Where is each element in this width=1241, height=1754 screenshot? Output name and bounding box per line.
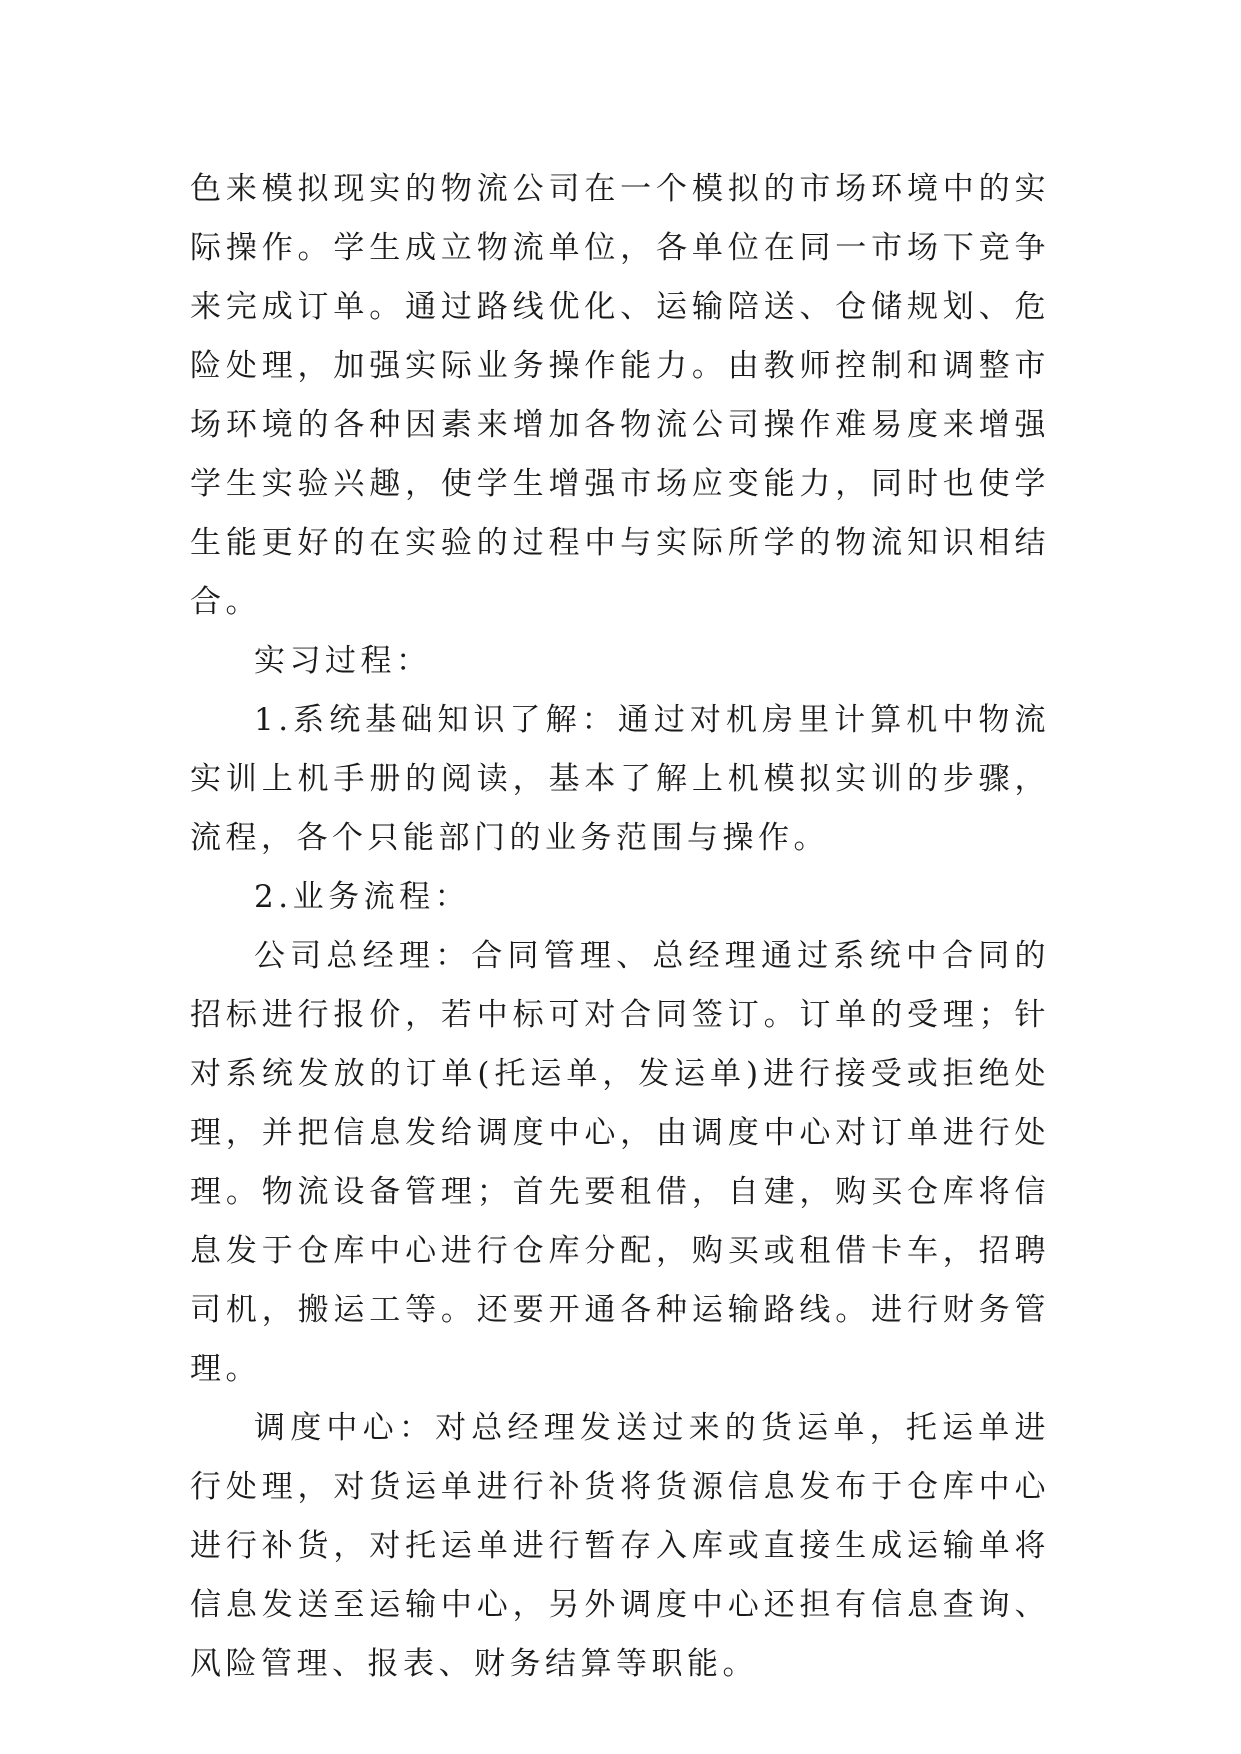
paragraph-general-manager: 公司总经理：合同管理、总经理通过系统中合同的招标进行报价，若中标可对合同签订。订单的受理；针对系统发放的订单(托运单，发运单)进行接受或拒绝处理，并把信息发给调度中心，由调度中心对订单进行处理。物流设备管理；首先要租借，自建，购买仓库将信息发于仓库中心进行仓库分配，购买或租借卡车，招聘司机，搬运工等。还要开通各种运输路线。进行财务管理。 xyxy=(190,938,1050,1387)
paragraph-system-basics: 1.系统基础知识了解：通过对机房里计算机中物流实训上机手册的阅读，基本了解上机模拟实训的步骤，流程，各个只能部门的业务范围与操作。 xyxy=(190,702,1050,856)
document-body xyxy=(190,160,1050,1694)
paragraph-intro-continued: 色来模拟现实的物流公司在一个模拟的市场环境中的实际操作。学生成立物流单位，各单位在同一市场下竞争来完成订单。通过路线优化、运输陪送、仓储规划、危险处理，加强实际业务操作能力。由教师控制和调整市场环境的各种因素来增加各物流公司操作难易度来增强学生实验兴趣，使学生增强市场应变能力，同时也使学生能更好的在实验的过程中与实际所学的物流知识相结合。 xyxy=(190,171,1050,620)
paragraph-business-process-heading: 2.业务流程： xyxy=(254,879,471,915)
paragraph-internship-process-heading: 实习过程： xyxy=(254,643,432,679)
paragraph-dispatch-center: 调度中心：对总经理发送过来的货运单，托运单进行处理，对货运单进行补货将货源信息发布于仓库中心进行补货，对托运单进行暂存入库或直接生成运输单将信息发送至运输中心，另外调度中心还担有信息查询、风险管理、报表、财务结算等职能。 xyxy=(190,1410,1050,1682)
